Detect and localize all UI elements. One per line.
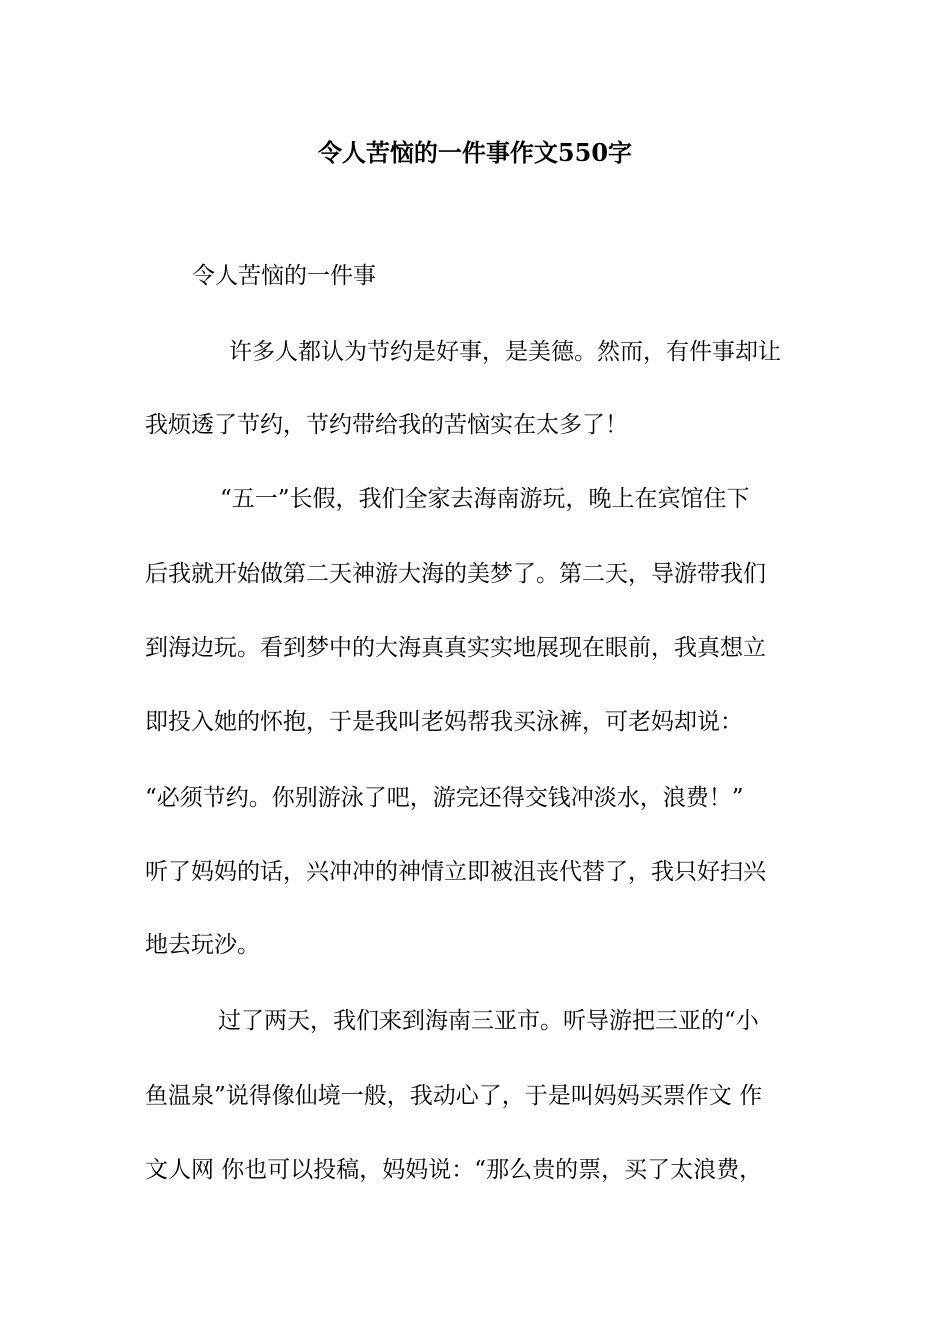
document-title: 令人苦恼的一件事作文550字 xyxy=(317,138,633,167)
text-line: 鱼温泉”说得像仙境一般，我动心了，于是叫妈妈买票作文 作 xyxy=(145,1083,763,1109)
text-line: 过了两天，我们来到海南三亚市。听导游把三亚的“小 xyxy=(218,1008,759,1034)
text-line: 文人网 你也可以投稿，妈妈说：“那么贵的票，买了太浪费， xyxy=(145,1157,763,1183)
text-line: 即投入她的怀抱，于是我叫老妈帮我买泳裤，可老妈却说： xyxy=(145,709,743,735)
text-line: “五一”长假，我们全家去海南游玩，晚上在宾馆住下 xyxy=(220,486,750,512)
text-line: 听了妈妈的话，兴冲冲的神情立即被沮丧代替了，我只好扫兴 xyxy=(145,859,766,885)
text-line: “必须节约。你别游泳了吧，游完还得交钱冲淡水，浪费！” xyxy=(145,785,744,811)
text-line: 地去玩沙。 xyxy=(145,932,260,958)
text-line: 后我就开始做第二天神游大海的美梦了。第二天，导游带我们 xyxy=(145,561,766,587)
text-line: 许多人都认为节约是好事，是美德。然而，有件事却让 xyxy=(229,339,781,365)
text-line: 到海边玩。看到梦中的大海真真实实地展现在眼前，我真想立 xyxy=(145,635,766,661)
text-line: 我烦透了节约，节约带给我的苦恼实在太多了！ xyxy=(145,412,628,438)
subtitle-line: 令人苦恼的一件事 xyxy=(192,263,376,289)
